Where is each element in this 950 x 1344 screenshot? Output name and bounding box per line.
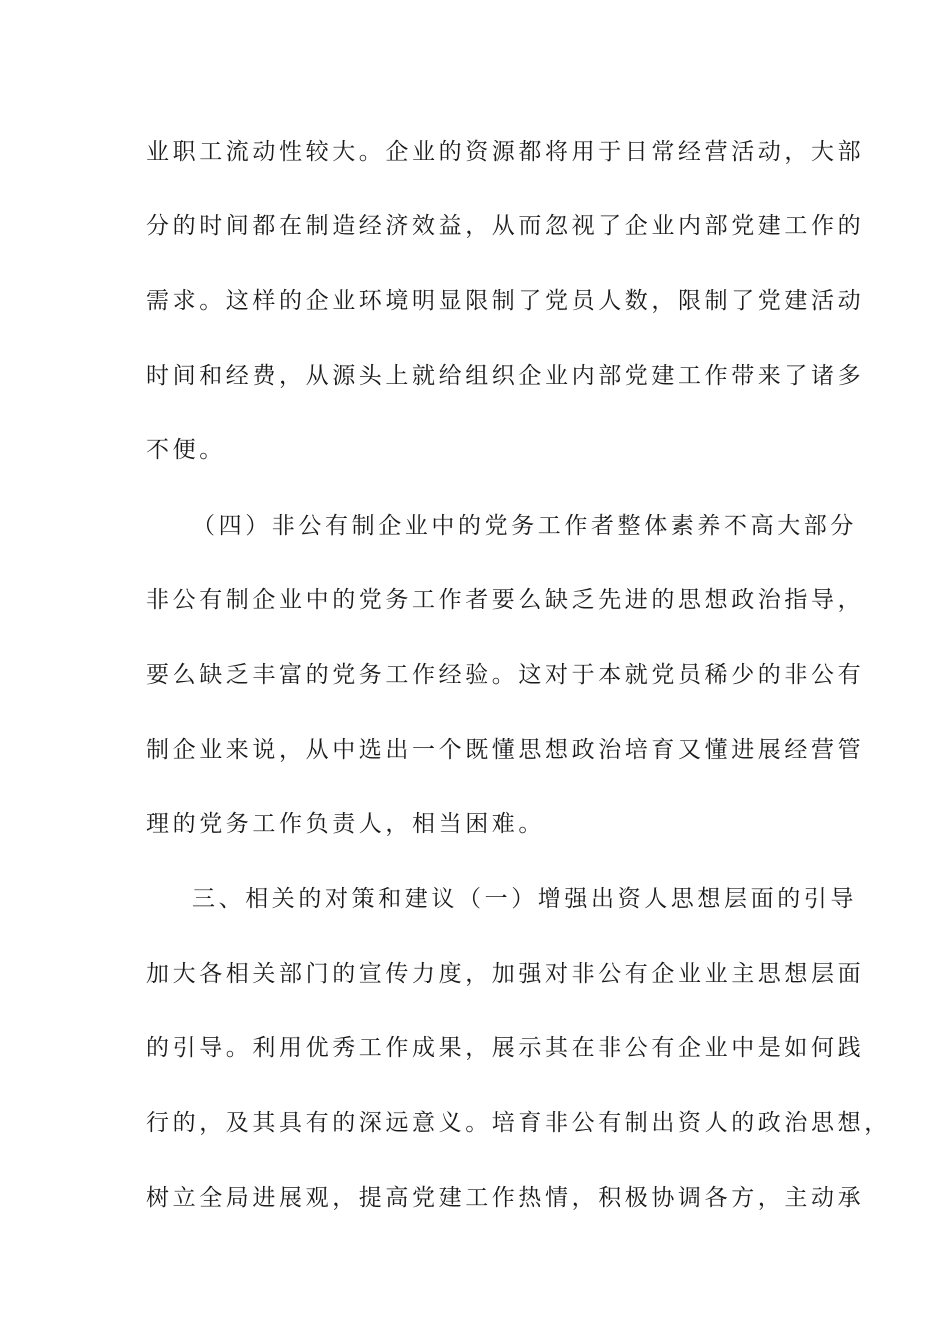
text-line: 不便。: [146, 437, 226, 463]
text-line: 非公有制企业中的党务工作者要么缺乏先进的思想政治指导，: [146, 587, 865, 613]
text-line: 理的党务工作负责人，相当困难。: [146, 811, 545, 837]
text-line: 加大各相关部门的宣传力度，加强对非公有企业业主思想层面: [146, 961, 865, 987]
text-line: 的引导。利用优秀工作成果，展示其在非公有企业中是如何践: [146, 1035, 865, 1061]
text-line: 业职工流动性较大。企业的资源都将用于日常经营活动，大部: [146, 139, 865, 165]
text-line: 时间和经费，从源头上就给组织企业内部党建工作带来了诸多: [146, 363, 865, 389]
text-line: 要么缺乏丰富的党务工作经验。这对于本就党员稀少的非公有: [146, 662, 865, 688]
text-line: 制企业来说，从中选出一个既懂思想政治培育又懂进展经营管: [146, 737, 865, 763]
text-line: 行的，及其具有的深远意义。培育非公有制出资人的政治思想，: [146, 1110, 891, 1136]
section-heading: （四）非公有制企业中的党务工作者整体素养不高大部分: [192, 513, 857, 539]
section-heading: 三、相关的对策和建议（一）增强出资人思想层面的引导: [192, 886, 857, 912]
text-line: 需求。这样的企业环境明显限制了党员人数，限制了党建活动: [146, 288, 865, 314]
text-line: 树立全局进展观，提高党建工作热情，积极协调各方，主动承: [146, 1185, 865, 1211]
text-line: 分的时间都在制造经济效益，从而忽视了企业内部党建工作的: [146, 213, 865, 239]
